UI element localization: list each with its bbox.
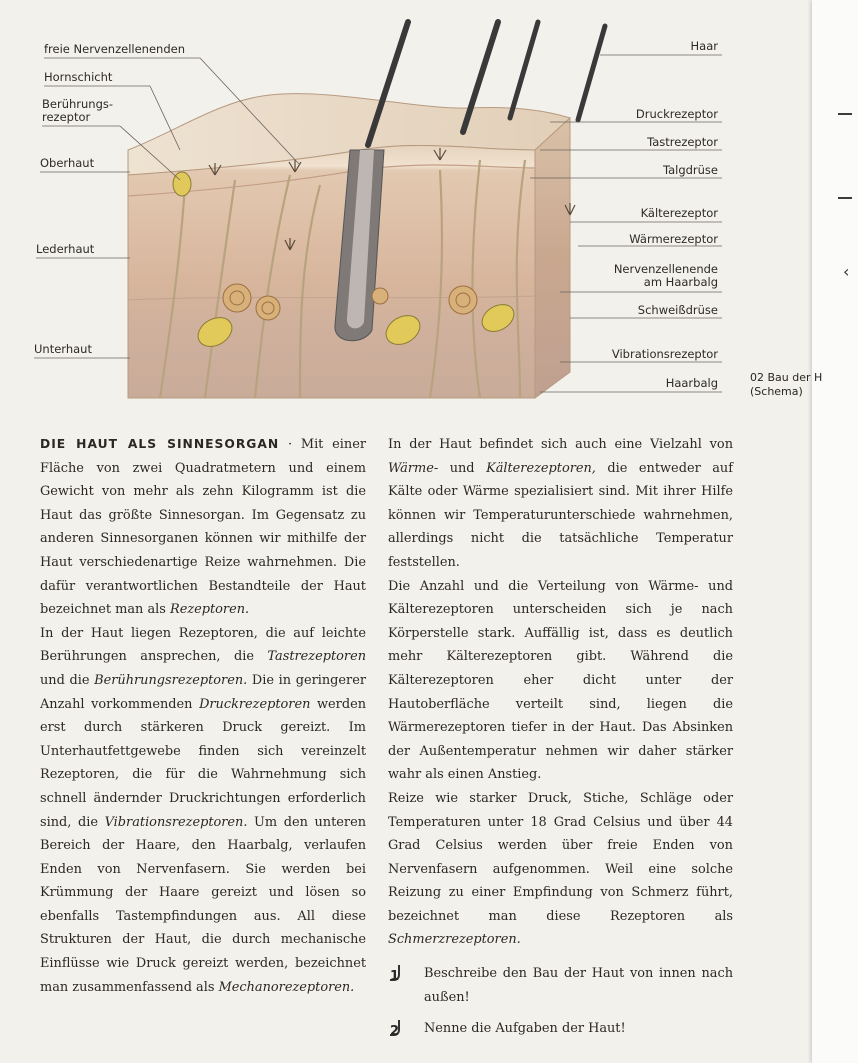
caption-line-1: 02 Bau der H bbox=[750, 371, 823, 384]
label-touch-receptor: Berührungs- rezeptor bbox=[42, 97, 114, 124]
caption-line-2: (Schema) bbox=[750, 385, 803, 398]
label-subcutis: Unterhaut bbox=[34, 342, 92, 356]
label-tactile-receptor: Tastrezeptor bbox=[647, 135, 718, 149]
label-free-nerve-endings: freie Nervenzellenenden bbox=[44, 42, 185, 56]
task-number: 2 bbox=[388, 1017, 398, 1041]
label-hair-follicle: Haarbalg bbox=[665, 376, 718, 390]
text-column-right bbox=[388, 433, 733, 1041]
task-1 bbox=[388, 962, 733, 1009]
skin-side-face bbox=[535, 118, 570, 398]
paragraph-mechanoreceptors: In der Haut liegen Rezeptoren, die auf leichte Berührungen ansprechen, die Tastrezeptoren und die Berührungsrezeptoren. Die in geringerer Anzahl vorkommenden Druckrezeptoren werden erst durch stärkeren Druck gereizt. Im Unterhautfettgewebe finden sich vereinzelt Rezeptoren, die für die Wahrnehmung sich schnell ändernder Druckrichtungen erforderlich sind, die Vibrationsrezeptoren. Um den unteren Bereich der Haare, den Haarbalg, verlaufen Enden von Nervenfasern. Sie werden bei Krümmung der Haare gereizt und lösen so ebenfalls Tastempfindungen aus. All diese Strukturen der Haut, die durch mechanische Einflüsse wie Druck gereizt werden, bezeichnet man zusammenfassend als Mechanorezeptoren. bbox=[40, 625, 367, 995]
paragraph-thermoreceptors: In der Haut befindet sich auch eine Vielzahl von Wärme- und Kälterezeptoren, die entweder auf Kälte oder Wärme spezialisiert sind. Mit ihrer Hilfe können wir Temperaturunterschiede wahrnehmen, allerdings nicht die tatsächliche Temperatur feststellen. bbox=[388, 437, 733, 570]
skin-block-illustration bbox=[0, 0, 858, 420]
label-pressure-receptor: Druckrezeptor bbox=[635, 107, 718, 121]
label-sebaceous-gland: Talgdrüse bbox=[662, 163, 718, 177]
figure-caption bbox=[750, 371, 822, 399]
label-cold-receptor: Kälterezeptor bbox=[640, 206, 718, 220]
paragraph-pain-receptors: Reize wie starker Druck, Stiche, Schläge oder Temperaturen unter 18 Grad Celsius und über 44 Grad Celsius werden über freie Enden von Nervenfasern aufgenommen. Weil eine solche Reizung zu einer Empfindung von Schmerz führt, bezeichnet man diese Rezeptoren als Schmerzrezeptoren. bbox=[388, 790, 733, 948]
label-heat-receptor: Wärmerezeptor bbox=[629, 232, 718, 246]
text-column-left bbox=[40, 433, 366, 999]
task-2 bbox=[388, 1017, 733, 1041]
label-stratum-corneum: Hornschicht bbox=[44, 70, 113, 84]
skin-diagram bbox=[0, 0, 858, 420]
chevron-left-icon: ‹ bbox=[843, 262, 850, 281]
label-epidermis: Oberhaut bbox=[40, 156, 95, 170]
section-heading: DIE HAUT ALS SINNESORGAN bbox=[40, 437, 280, 451]
label-vibration-receptor: Vibrationsrezeptor bbox=[611, 347, 718, 361]
paragraph-distribution: Die Anzahl und die Verteilung von Wärme- und Kälterezeptoren unterscheiden sich je nach Körperstelle stark. Auffällig ist, dass es deutlich mehr Kälterezeptoren gibt. Während die Kälterezeptoren eher dicht unter der Hautoberfläche verteilt sind, liegen die Wärmerezeptoren tiefer in der Haut. Das Absinken der Außentemperatur nehmen wir daher stärker wahr als einen Anstieg. bbox=[388, 578, 733, 783]
label-hair: Haar bbox=[690, 39, 718, 53]
label-sweat-gland: Schweißdrüse bbox=[637, 303, 718, 317]
task-number: 1 bbox=[388, 962, 398, 986]
task-text: Nenne die Aufgaben der Haut! bbox=[424, 1021, 626, 1037]
label-dermis: Lederhaut bbox=[36, 242, 95, 256]
paragraph-intro: DIE HAUT ALS SINNESORGAN · Mit einer Fläche von zwei Quadratmetern und einem Gewicht von mehr als zehn Kilogramm ist die Haut das größte Sinnesorgan. Im Gegensatz zu anderen Sinnesorganen können wir mithilfe der Haut verschiedenartige Reize wahrnehmen. Die dafür verantwortlichen Bestandteile der Haut bezeichnet man als Rezeptoren. bbox=[40, 437, 366, 618]
task-text: Beschreibe den Bau der Haut von innen nach außen! bbox=[424, 966, 733, 1005]
label-nerve-ending-hair-follicle: Nervenzellenende am Haarbalg bbox=[613, 262, 718, 289]
